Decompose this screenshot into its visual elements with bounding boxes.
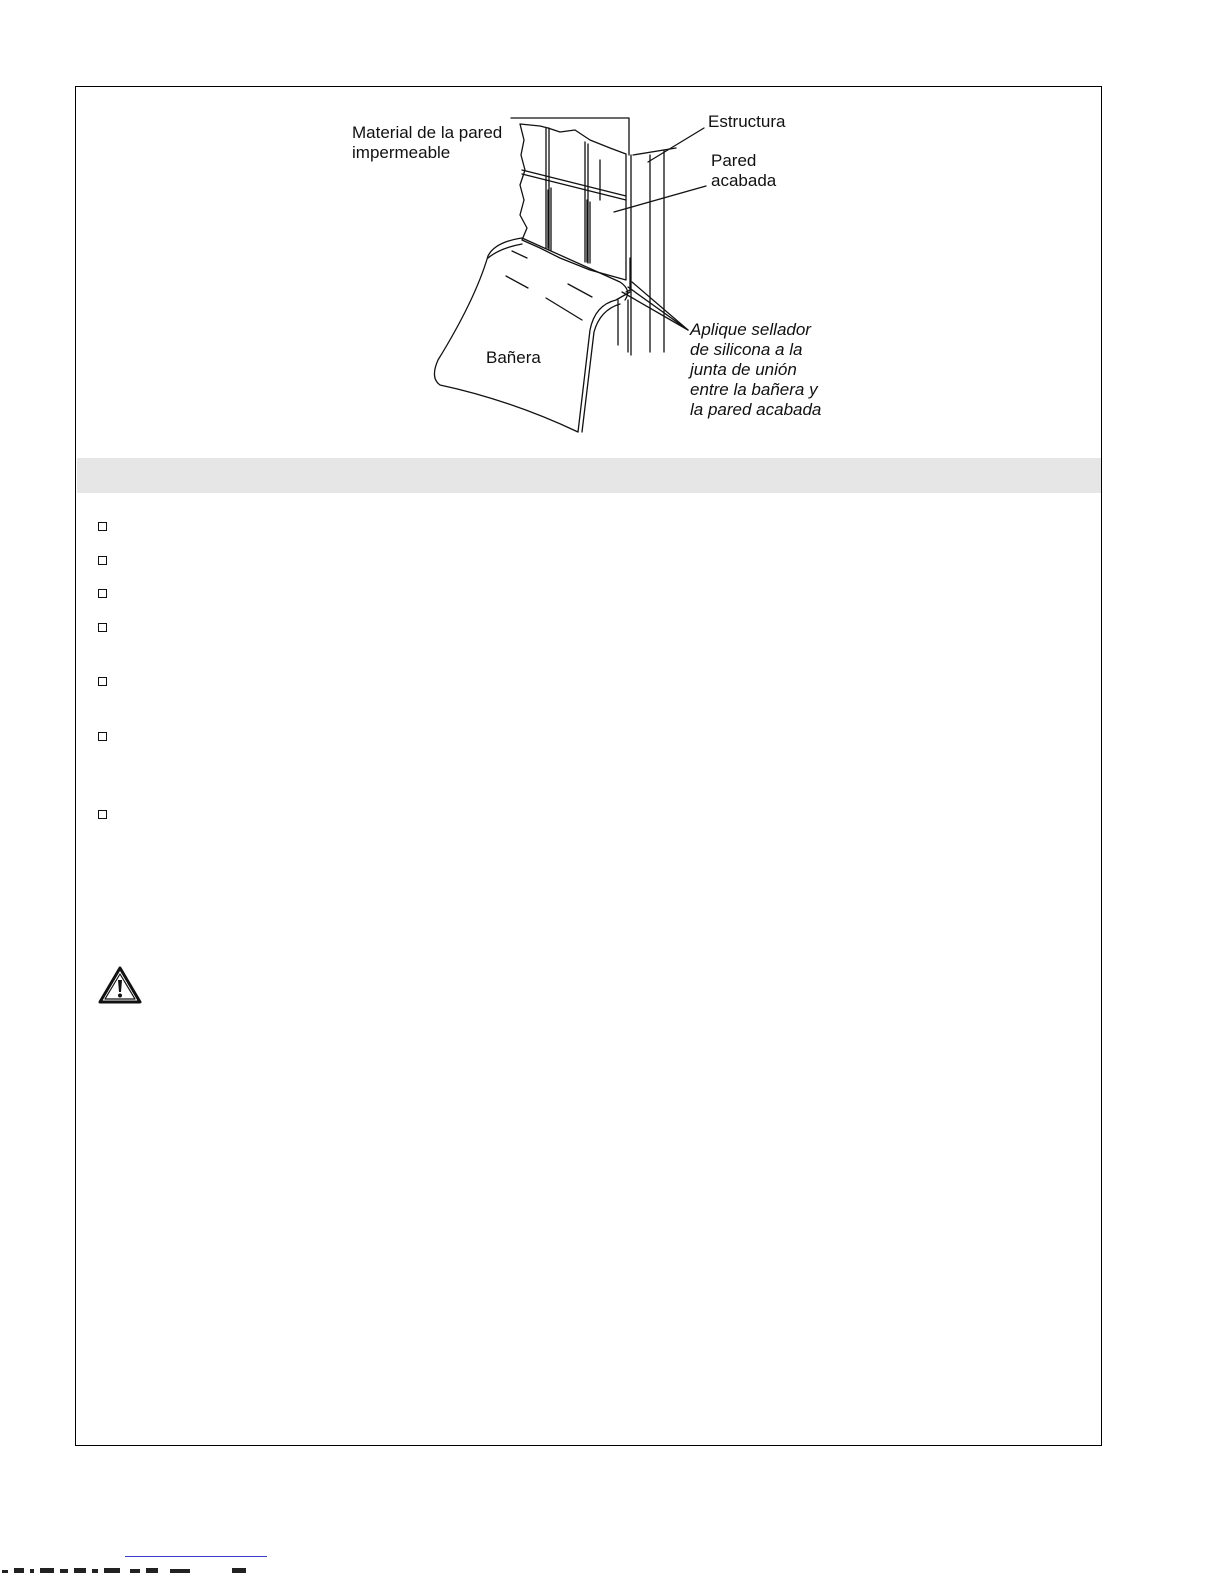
warning-triangle-icon	[97, 965, 143, 1010]
tub-wall-illustration	[0, 0, 1225, 460]
checklist-checkbox-3[interactable]	[98, 589, 107, 598]
checklist-checkbox-2[interactable]	[98, 556, 107, 565]
label-estructura: Estructura	[708, 112, 786, 131]
footer-link[interactable]	[125, 1556, 267, 1557]
footer-fragment	[0, 1566, 260, 1585]
checklist-checkbox-1[interactable]	[98, 522, 107, 531]
label-aplique-sellador: Aplique sellador de silicona a la junta de unión entre la bañera y la pared acabada	[690, 320, 822, 419]
section-header-band	[77, 458, 1101, 493]
label-banera: Bañera	[486, 348, 541, 367]
checklist-checkbox-6[interactable]	[98, 732, 107, 741]
label-material-pared: Material de la pared impermeable	[352, 123, 503, 162]
checklist-checkbox-7[interactable]	[98, 810, 107, 819]
checklist-checkbox-5[interactable]	[98, 677, 107, 686]
label-pared-acabada: Pared acabada	[711, 151, 777, 190]
checklist-checkbox-4[interactable]	[98, 623, 107, 632]
installation-figure	[0, 0, 1225, 460]
